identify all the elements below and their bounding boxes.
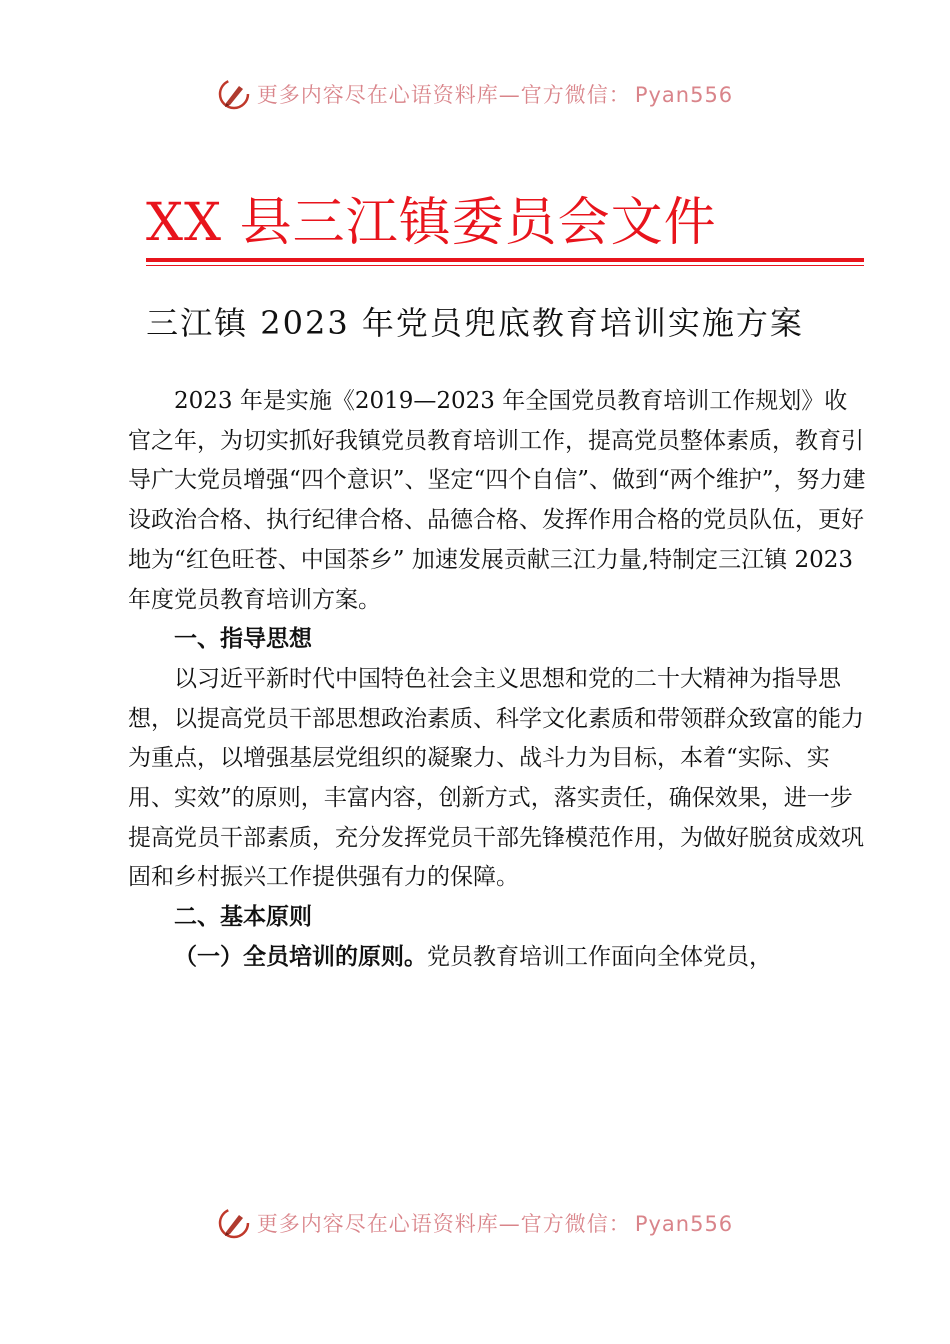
watermark-text: 更多内容尽在心语资料库—官方微信： Pyan556: [256, 83, 734, 107]
principle-paragraph: [128, 938, 868, 978]
watermark-header: [0, 74, 950, 114]
guiding-thought-paragraph: 以习近平新时代中国特色社会主义思想和党的二十大精神为指导思想，以提高党员干部思想政治素质、科学文化素质和带领群众致富的能力为重点，以增强基层党组织的凝聚力、战斗力为目标，本着“实际、实用、实效”的原则，丰富内容，创新方式，落实责任，确保效果，进一步提高党员干部素质，充分发挥党员干部先锋模范作用，为做好脱贫成效巩固和乡村振兴工作提供强有力的保障。: [128, 665, 864, 891]
document-subtitle: 三江镇 2023 年党员兜底教育培训实施方案: [146, 304, 804, 342]
document-header-title: XX 县三江镇委员会文件: [146, 193, 717, 253]
principle-lead: （一）全员培训的原则。: [174, 943, 427, 970]
header-rule-thick: [146, 258, 864, 262]
watermark-handle: Pyan556: [634, 1212, 734, 1236]
section-heading-basic-principles: 二、基本原则: [174, 904, 312, 931]
header-rule-thin: [146, 265, 864, 266]
section-heading-guiding-thought: 一、指导思想: [174, 626, 312, 653]
pen-logo-icon: [217, 1206, 251, 1240]
watermark-text: 更多内容尽在心语资料库—官方微信： Pyan556: [256, 1212, 734, 1236]
pen-logo-icon: [217, 77, 251, 111]
watermark-footer: [0, 1203, 950, 1243]
principle-text: 党员教育培训工作面向全体党员，: [427, 943, 772, 970]
document-body: [128, 382, 868, 978]
watermark-handle: Pyan556: [634, 83, 734, 107]
intro-paragraph: 2023 年是实施《2019—2023 年全国党员教育培训工作规划》收官之年，为切实抓好我镇党员教育培训工作，提高党员整体素质，教育引导广大党员增强“四个意识”、坚定“四个自信”、做到“两个维护”，努力建设政治合格、执行纪律合格、品德合格、发挥作用合格的党员队伍，更好地为“红色旺苍、中国茶乡” 加速发展贡献三江力量,特制定三江镇 2023 年度党员教育培训方案。: [128, 388, 866, 613]
